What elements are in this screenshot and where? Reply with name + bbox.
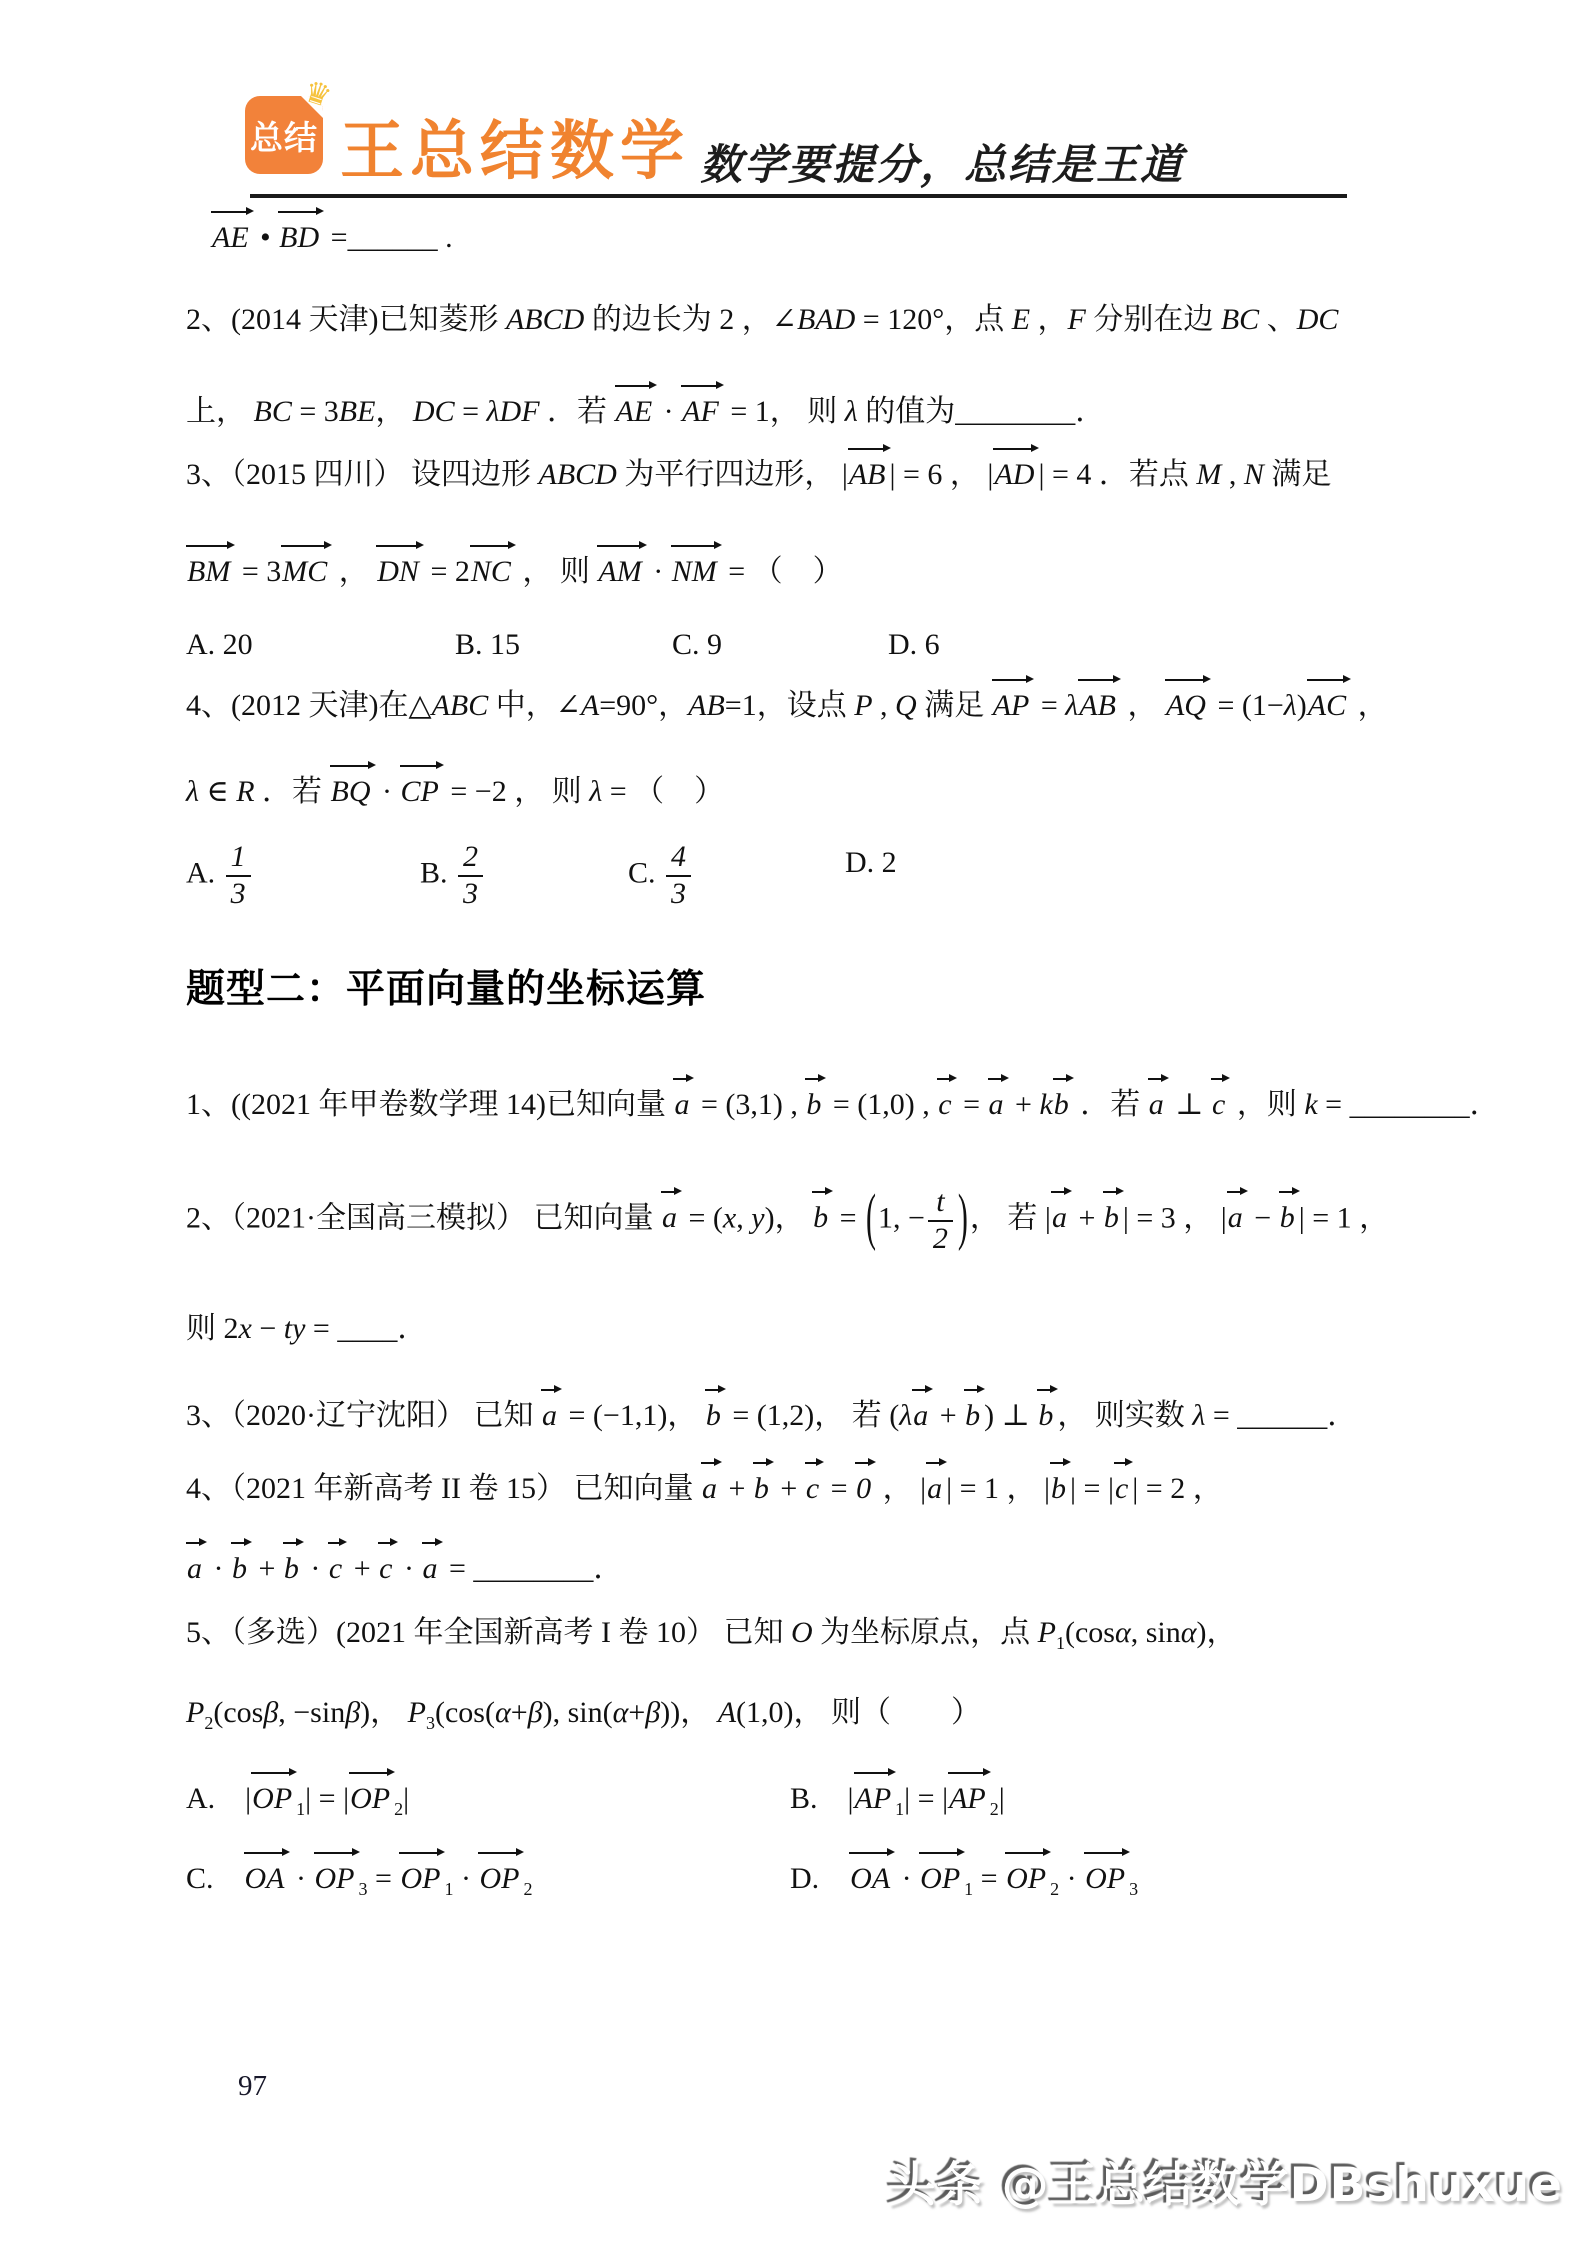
problem-3-option-c: C. 9 xyxy=(672,628,723,661)
s2-problem-4-line-2: a · b + b · c + c · a = ________． xyxy=(186,1546,623,1591)
s2-problem-2-line-1: 2、（2021·全国高三模拟） 已知向量 a = (x, y)， b = (1, − $\frac{t}{2}$ )， 若 |a + b | = 3 ， |a − b | = 1 ， xyxy=(186,1183,1390,1255)
problem-4-option-d: D. 2 xyxy=(845,846,897,879)
header-divider xyxy=(250,194,1347,198)
logo-badge xyxy=(245,73,336,174)
s2-problem-2-line-2: 则 2x − ty = ____． xyxy=(186,1312,428,1345)
s2-problem-4-line-1: 4、（2021 年新高考 II 卷 15） 已知向量 a + b + c = 0 ， |a | = 1 ， |b | = |c | = 2 ， xyxy=(186,1466,1223,1511)
carryover-equation: AE • BD =______ . xyxy=(211,215,453,260)
watermark-text: 头条 @王总结数学DBshuxue xyxy=(888,2158,1563,2213)
s2-problem-3: 3、（2020·辽宁沈阳） 已知 a = (−1,1)， b = (1,2)， 若 (λa + b ) ⊥ b ， 则实数 λ = ______． xyxy=(186,1393,1357,1438)
problem-4-option-b: B. $\frac{2}{3}$ xyxy=(420,840,486,911)
s2-problem-5-option-c: C. OA · OP $_3$ = OP $_1$ · OP $_2$ xyxy=(186,1856,532,1901)
s2-problem-5-option-a: A. |OP $_1$| = |OP $_2$| xyxy=(186,1776,409,1821)
problem-2-line-2: 上， BC = 3BE， DC = λDF ．若 AE · AF = 1， 则 λ 的值为________． xyxy=(186,389,1105,434)
problem-3-line-2: BM = 3MC ， DN = 2NC ， 则 AM · NM = （ ） xyxy=(186,549,843,594)
page-number: 97 xyxy=(238,2070,267,2102)
brand-tagline: 数学要提分，总结是王道 xyxy=(700,143,1185,189)
logo-badge-text: 总结 xyxy=(250,117,318,157)
problem-3-line-1: 3、（2015 四川） 设四边形 ABCD 为平行四边形， |AB | = 6 ， |AD | = 4 ．若点 M , N 满足 xyxy=(186,452,1331,497)
s2-problem-5-option-b: B. |AP $_1$| = |AP $_2$| xyxy=(790,1776,1005,1821)
section-2-title: 题型二：平面向量的坐标运算 xyxy=(186,967,707,1012)
s2-problem-5-line-2: $P_2(\cos\beta$, −sinβ)， $P_3(\cos(\alpha+\beta)$, sin(α+β))， A(1,0)， 则（ ） xyxy=(186,1696,982,1733)
s2-problem-5-option-d: D. OA · OP $_1$ = OP $_2$ · OP $_3$ xyxy=(790,1856,1138,1901)
crown-icon: ♛ xyxy=(299,73,336,116)
problem-3-option-a: A. 20 xyxy=(186,628,253,661)
problem-4-option-c: C. $\frac{4}{3}$ xyxy=(628,840,694,911)
problem-3-option-d: D. 6 xyxy=(888,628,940,661)
problem-2-line-1: 2、(2014 天津)已知菱形 ABCD 的边长为 2 ，∠BAD = 120°，点 E ，F 分别在边 BC 、DC xyxy=(186,303,1339,336)
problem-4-line-2: λ ∈ R ．若 BQ · CP = −2 ， 则 λ = （ ） xyxy=(186,769,724,814)
s2-problem-1: 1、((2021 年甲卷数学理 14)已知向量 a = (3,1) , b = (1,0) , c = a + kb ．若 a ⊥ c ，则 k = ________． xyxy=(186,1082,1500,1127)
s2-problem-5-line-1: 5、（多选）(2021 年全国新高考 I 卷 10） 已知 O 为坐标原点，点 $P_1(\cos\alpha$, sinα)， xyxy=(186,1616,1237,1653)
problem-3-option-b: B. 15 xyxy=(455,628,521,661)
brand-name: 王总结数学 xyxy=(340,115,690,189)
problem-4-line-1: 4、(2012 天津)在△ABC 中，∠A=90°，AB=1，设点 P , Q 满足 AP = λAB ， AQ = (1−λ)AC ， xyxy=(186,683,1388,728)
problem-4-option-a: A. $\frac{1}{3}$ xyxy=(186,840,254,911)
